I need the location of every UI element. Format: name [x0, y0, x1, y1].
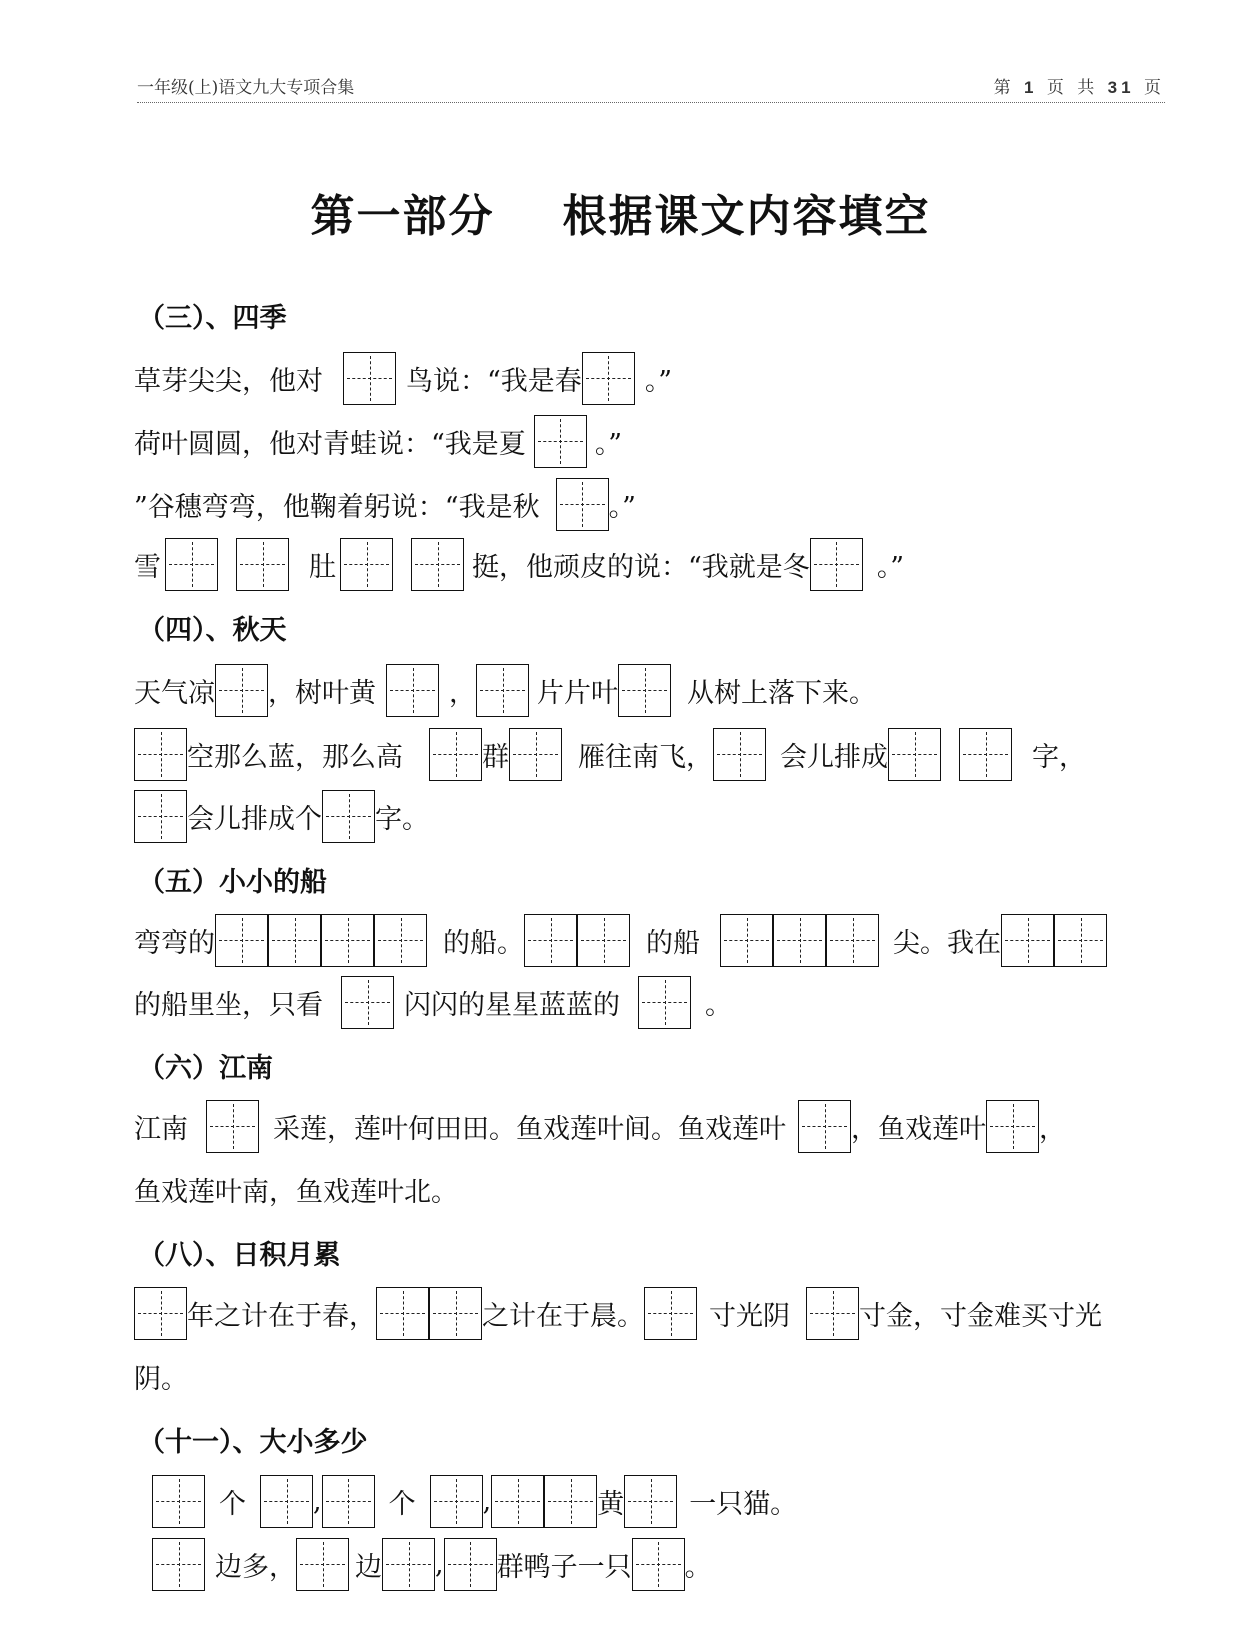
- answer-box[interactable]: [959, 728, 1012, 781]
- text-line: 江南 采莲，莲叶何田田。鱼戏莲叶间。鱼戏莲叶 ，鱼戏莲叶 ，: [134, 1098, 1066, 1154]
- answer-box[interactable]: [429, 728, 482, 781]
- answer-box[interactable]: [296, 1538, 349, 1591]
- answer-box[interactable]: [340, 538, 393, 591]
- header-book-title: 一年级(上)语文九大专项合集: [137, 78, 355, 98]
- answer-box[interactable]: [134, 728, 187, 781]
- answer-box[interactable]: [152, 1475, 205, 1528]
- page-title: 第一部分 根据课文内容填空: [310, 191, 931, 242]
- answer-box[interactable]: [322, 1475, 375, 1528]
- answer-box[interactable]: [556, 478, 609, 531]
- section-heading-xiaoxiaodechuan: （五）小小的船: [138, 866, 327, 898]
- answer-box[interactable]: [376, 1287, 429, 1340]
- text-line: 草芽尖尖，他对 鸟说：“我是春 。”: [134, 350, 672, 406]
- answer-box[interactable]: [374, 914, 427, 967]
- answer-box[interactable]: [888, 728, 941, 781]
- answer-box[interactable]: [268, 914, 321, 967]
- answer-box[interactable]: [386, 664, 439, 717]
- answer-box[interactable]: [206, 1100, 259, 1153]
- text-line: 阴。: [134, 1363, 188, 1395]
- answer-box[interactable]: [411, 538, 464, 591]
- section-heading-rijiyuelei: （八）、日积月累: [138, 1239, 341, 1271]
- text-line: 的船里坐，只看 闪闪的星星蓝蓝的 。: [134, 974, 732, 1030]
- answer-box[interactable]: [810, 538, 863, 591]
- text-line: 年之计在于春， 之计在于晨。 寸光阴 寸金，寸金难买寸光: [134, 1285, 1102, 1341]
- answer-box[interactable]: [343, 352, 396, 405]
- text-line: 会儿排成个 字。: [134, 788, 429, 844]
- answer-box[interactable]: [577, 914, 630, 967]
- answer-box[interactable]: [260, 1475, 313, 1528]
- text-line: 个 , 个 , 黄 一只猫。: [152, 1473, 797, 1529]
- section-heading-sijì: （三）、四季: [138, 302, 287, 334]
- answer-box[interactable]: [430, 1475, 483, 1528]
- text-line: 边多， 边 , 群鸭子一只 。: [152, 1536, 712, 1592]
- answer-box[interactable]: [720, 914, 773, 967]
- page-header: [137, 76, 1165, 103]
- section-heading-daxiaoduoshao: （十一）、大小多少: [138, 1426, 368, 1458]
- answer-box[interactable]: [215, 914, 268, 967]
- answer-box[interactable]: [524, 914, 577, 967]
- answer-box[interactable]: [215, 664, 268, 717]
- answer-box[interactable]: [134, 1287, 187, 1340]
- answer-box[interactable]: [165, 538, 218, 591]
- text-line: 天气凉 ，树叶黄 ， 片片叶 从树上落下来。: [134, 662, 876, 718]
- answer-box[interactable]: [618, 664, 671, 717]
- answer-box[interactable]: [341, 976, 394, 1029]
- answer-box[interactable]: [1054, 914, 1107, 967]
- answer-box[interactable]: [322, 790, 375, 843]
- answer-box[interactable]: [544, 1475, 597, 1528]
- answer-box[interactable]: [638, 976, 691, 1029]
- text-line: 空那么蓝，那么高 群 雁往南飞， 会儿排成 字，: [134, 726, 1086, 782]
- answer-box[interactable]: [582, 352, 635, 405]
- answer-box[interactable]: [798, 1100, 851, 1153]
- answer-box[interactable]: [444, 1538, 497, 1591]
- answer-box[interactable]: [491, 1475, 544, 1528]
- answer-box[interactable]: [1001, 914, 1054, 967]
- text-line: 雪 肚 挺，他顽皮的说：“我就是冬 。”: [134, 536, 904, 592]
- answer-box[interactable]: [644, 1287, 697, 1340]
- answer-box[interactable]: [476, 664, 529, 717]
- section-heading-qiutian: （四）、秋天: [138, 614, 287, 646]
- answer-box[interactable]: [236, 538, 289, 591]
- section-heading-jiangnan: （六）江南: [138, 1052, 273, 1084]
- answer-box[interactable]: [826, 914, 879, 967]
- text-line: 荷叶圆圆，他对青蛙说：“我是夏 。”: [134, 413, 622, 469]
- answer-box[interactable]: [429, 1287, 482, 1340]
- text-line: ”谷穗弯弯，他鞠着躬说：“我是秋 。”: [134, 476, 636, 532]
- text-line: 鱼戏莲叶南，鱼戏莲叶北。: [134, 1176, 458, 1208]
- answer-box[interactable]: [986, 1100, 1039, 1153]
- answer-box[interactable]: [713, 728, 766, 781]
- answer-box[interactable]: [382, 1538, 435, 1591]
- text-line: 弯弯的 的船。 的船 尖。我在: [134, 912, 1107, 968]
- answer-box[interactable]: [806, 1287, 859, 1340]
- answer-box[interactable]: [534, 415, 587, 468]
- answer-box[interactable]: [632, 1538, 685, 1591]
- answer-box[interactable]: [321, 914, 374, 967]
- answer-box[interactable]: [773, 914, 826, 967]
- answer-box[interactable]: [509, 728, 562, 781]
- answer-box[interactable]: [152, 1538, 205, 1591]
- answer-box[interactable]: [134, 790, 187, 843]
- header-page-number: 第 1 页 共 31 页: [993, 78, 1165, 98]
- answer-box[interactable]: [624, 1475, 677, 1528]
